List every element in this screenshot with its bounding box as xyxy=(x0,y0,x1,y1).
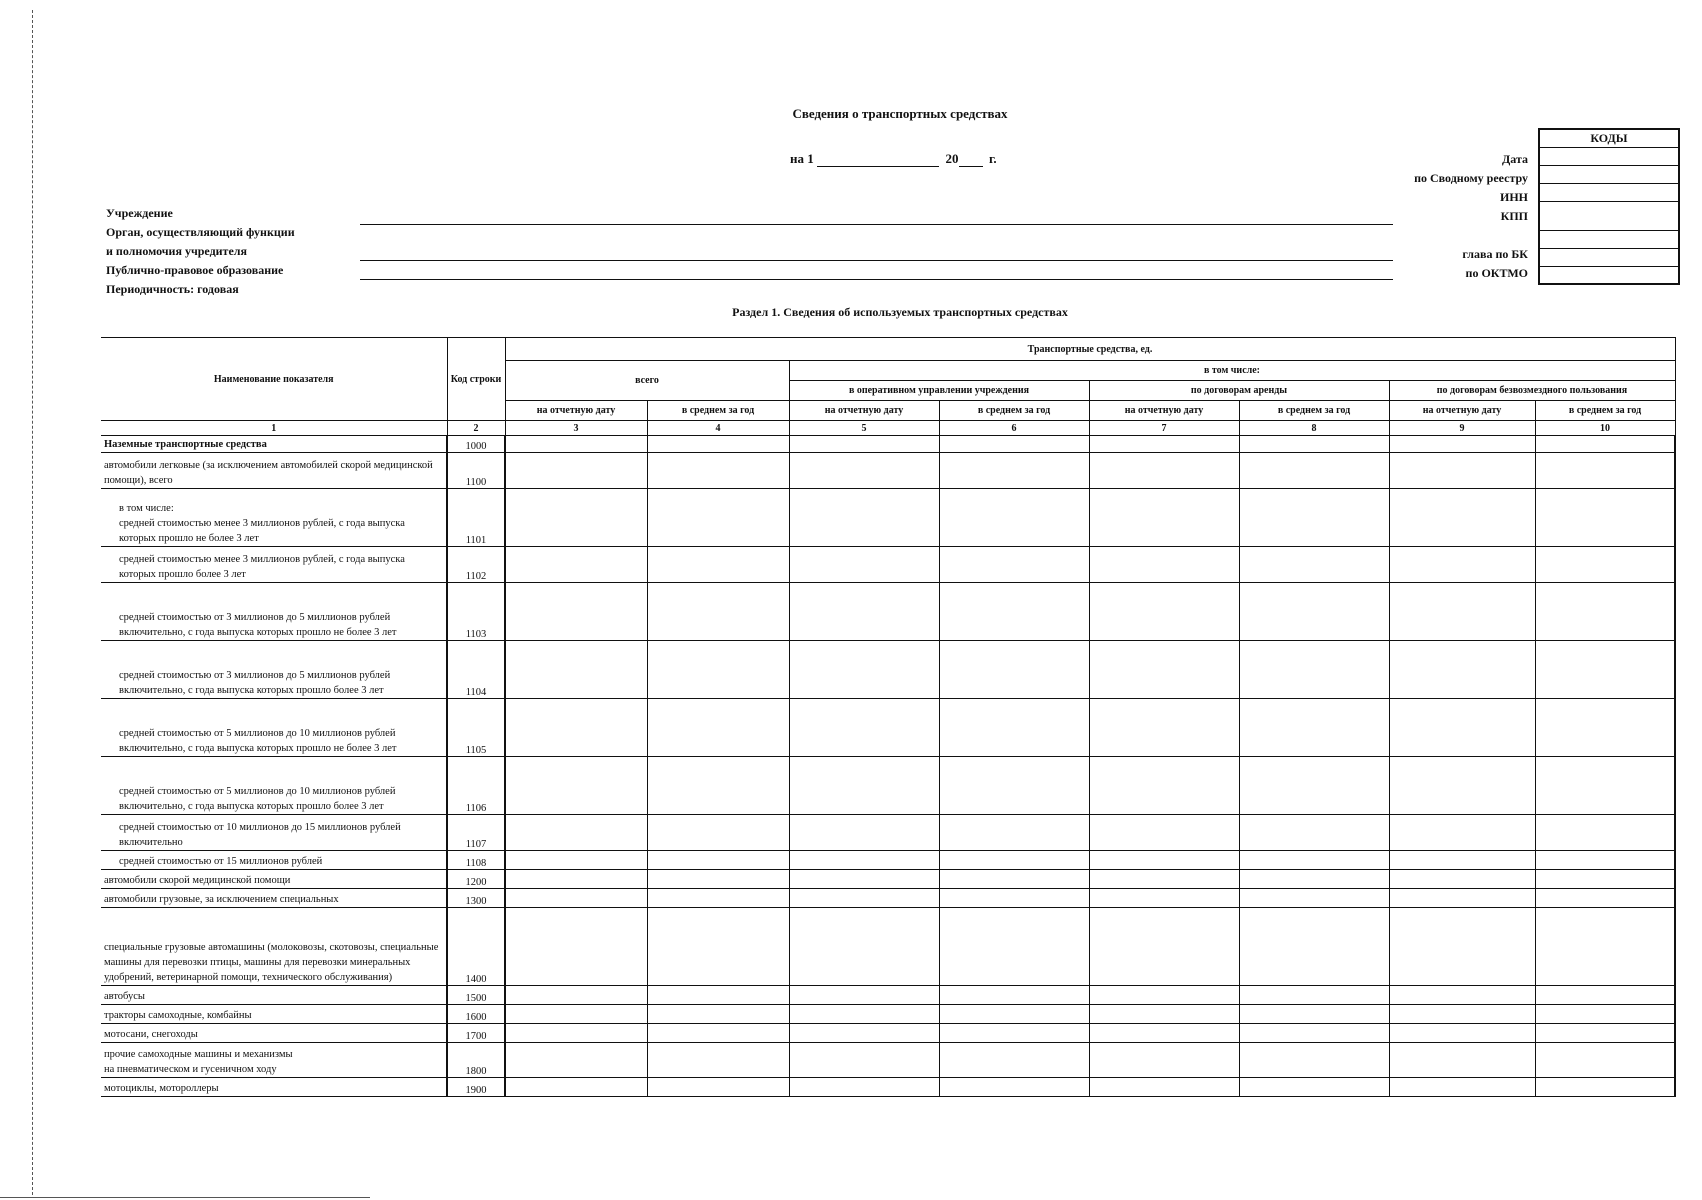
code-label: КПП xyxy=(1500,209,1528,223)
code-label: глава по БК xyxy=(1462,247,1528,261)
value-cell[interactable] xyxy=(789,870,939,889)
value-cell[interactable] xyxy=(939,986,1089,1005)
value-cell[interactable] xyxy=(505,1043,647,1078)
column-number: 10 xyxy=(1535,421,1675,436)
value-cell[interactable] xyxy=(939,757,1089,815)
value-cell[interactable] xyxy=(939,583,1089,641)
table-row xyxy=(101,870,1675,889)
value-cell[interactable] xyxy=(1535,1078,1675,1097)
value-cell[interactable] xyxy=(789,815,939,851)
value-cell[interactable] xyxy=(789,453,939,489)
row-code: 1600 xyxy=(447,1005,505,1024)
row-name: специальные грузовые автомашины (молоковозы, скотовозы, специальные машины для перевозки птицы, машины для перевозки минеральных удобрений, ветеринарной помощи, технического обслуживания) xyxy=(101,908,447,986)
row-name: Наземные транспортные средства xyxy=(101,436,447,453)
value-cell[interactable] xyxy=(789,908,939,986)
row-name: автомобили скорой медицинской помощи xyxy=(101,870,447,889)
value-cell[interactable] xyxy=(647,870,789,889)
column-number: 1 xyxy=(101,421,447,436)
value-cell[interactable] xyxy=(789,699,939,757)
value-cell[interactable] xyxy=(647,815,789,851)
value-cell[interactable] xyxy=(1239,436,1389,453)
value-cell[interactable] xyxy=(1389,757,1535,815)
value-cell[interactable] xyxy=(939,908,1089,986)
row-code: 1106 xyxy=(447,757,505,815)
value-cell[interactable] xyxy=(939,1078,1089,1097)
value-cell[interactable] xyxy=(1535,489,1675,547)
value-cell[interactable] xyxy=(939,851,1089,870)
value-cell[interactable] xyxy=(939,870,1089,889)
col-header-total: всего xyxy=(505,361,789,401)
column-number: 6 xyxy=(939,421,1089,436)
value-cell[interactable] xyxy=(1089,583,1239,641)
value-cell[interactable] xyxy=(1239,1078,1389,1097)
table-row xyxy=(101,547,1675,583)
code-field-bk[interactable] xyxy=(1540,231,1678,249)
value-cell[interactable] xyxy=(789,757,939,815)
column-number: 2 xyxy=(447,421,505,436)
row-code: 1105 xyxy=(447,699,505,757)
row-name: прочие самоходные машины и механизмы на пневматическом и гусеничном ходу xyxy=(101,1043,447,1078)
row-code: 1108 xyxy=(447,851,505,870)
value-cell[interactable] xyxy=(1389,489,1535,547)
table-row xyxy=(101,583,1675,641)
value-cell[interactable] xyxy=(505,851,647,870)
value-cell[interactable] xyxy=(939,1005,1089,1024)
code-label: по Сводному реестру xyxy=(1414,171,1528,185)
value-cell[interactable] xyxy=(1535,870,1675,889)
value-cell[interactable] xyxy=(647,889,789,908)
value-cell[interactable] xyxy=(1089,1043,1239,1078)
periodicity-label: Периодичность: годовая xyxy=(106,282,239,296)
row-name: средней стоимостью от 10 миллионов до 15 миллионов рублей включительно xyxy=(101,815,447,851)
row-code: 1800 xyxy=(447,1043,505,1078)
value-cell[interactable] xyxy=(1089,815,1239,851)
page-bottom-line xyxy=(0,1197,370,1198)
value-cell[interactable] xyxy=(1389,547,1535,583)
value-cell[interactable] xyxy=(505,1024,647,1043)
value-cell[interactable] xyxy=(939,489,1089,547)
value-cell[interactable] xyxy=(1535,851,1675,870)
column-number: 5 xyxy=(789,421,939,436)
value-cell[interactable] xyxy=(647,583,789,641)
codes-box xyxy=(1538,128,1680,285)
value-cell[interactable] xyxy=(1389,815,1535,851)
row-code: 1900 xyxy=(447,1078,505,1097)
value-cell[interactable] xyxy=(505,986,647,1005)
subheader-free-avg: в среднем за год xyxy=(1535,401,1675,421)
value-cell[interactable] xyxy=(1389,1078,1535,1097)
row-name: средней стоимостью от 15 миллионов рублей xyxy=(101,851,447,870)
row-name: мотосани, снегоходы xyxy=(101,1024,447,1043)
row-name: средней стоимостью от 3 миллионов до 5 миллионов рублей включительно, с года выпуска которых прошло не более 3 лет xyxy=(101,583,447,641)
row-name: мотоциклы, мотороллеры xyxy=(101,1078,447,1097)
value-cell[interactable] xyxy=(1239,1043,1389,1078)
value-cell[interactable] xyxy=(505,1005,647,1024)
value-cell[interactable] xyxy=(1089,908,1239,986)
value-cell[interactable] xyxy=(1389,870,1535,889)
code-label: Дата xyxy=(1502,152,1528,166)
value-cell[interactable] xyxy=(1535,641,1675,699)
column-number: 8 xyxy=(1239,421,1389,436)
value-cell[interactable] xyxy=(647,489,789,547)
value-cell[interactable] xyxy=(505,870,647,889)
value-cell[interactable] xyxy=(505,757,647,815)
value-cell[interactable] xyxy=(1389,583,1535,641)
organ-field[interactable] xyxy=(360,260,1393,261)
value-cell[interactable] xyxy=(505,489,647,547)
value-cell[interactable] xyxy=(647,1078,789,1097)
row-name: в том числе: средней стоимостью менее 3 миллионов рублей, с года выпуска которых прошло не более 3 лет xyxy=(101,489,447,547)
row-name: автобусы xyxy=(101,986,447,1005)
date-prefix: на 1 xyxy=(790,151,814,166)
value-cell[interactable] xyxy=(1239,851,1389,870)
subheader-operative-date: на отчетную дату xyxy=(789,401,939,421)
subheader-lease-date: на отчетную дату xyxy=(1089,401,1239,421)
table-row xyxy=(101,889,1675,908)
table-row xyxy=(101,1043,1675,1078)
table-row xyxy=(101,436,1675,453)
col-header-free: по договорам безвозмездного пользования xyxy=(1389,381,1675,401)
value-cell[interactable] xyxy=(1535,986,1675,1005)
value-cell[interactable] xyxy=(505,547,647,583)
value-cell[interactable] xyxy=(647,986,789,1005)
value-cell[interactable] xyxy=(1389,1024,1535,1043)
value-cell[interactable] xyxy=(1389,699,1535,757)
value-cell[interactable] xyxy=(1239,453,1389,489)
organ-label-line1: Орган, осуществляющий функции xyxy=(106,225,295,239)
value-cell[interactable] xyxy=(505,453,647,489)
value-cell[interactable] xyxy=(1239,699,1389,757)
value-cell[interactable] xyxy=(1089,1005,1239,1024)
code-field-kpp[interactable] xyxy=(1540,202,1678,231)
value-cell[interactable] xyxy=(647,851,789,870)
col-header-group-top: Транспортные средства, ед. xyxy=(505,338,1675,361)
value-cell[interactable] xyxy=(939,699,1089,757)
value-cell[interactable] xyxy=(647,1043,789,1078)
column-number-row xyxy=(101,421,1675,436)
value-cell[interactable] xyxy=(1239,908,1389,986)
value-cell[interactable] xyxy=(789,436,939,453)
col-header-lease: по договорам аренды xyxy=(1089,381,1389,401)
code-label: ИНН xyxy=(1499,190,1528,204)
value-cell[interactable] xyxy=(1089,986,1239,1005)
value-cell[interactable] xyxy=(939,641,1089,699)
value-cell[interactable] xyxy=(1089,641,1239,699)
table-row xyxy=(101,757,1675,815)
value-cell[interactable] xyxy=(1389,889,1535,908)
code-field-oktmo[interactable] xyxy=(1540,249,1678,267)
value-cell[interactable] xyxy=(1535,453,1675,489)
value-cell[interactable] xyxy=(1239,986,1389,1005)
column-number: 4 xyxy=(647,421,789,436)
table-row xyxy=(101,489,1675,547)
value-cell[interactable] xyxy=(789,851,939,870)
column-number: 7 xyxy=(1089,421,1239,436)
table-row xyxy=(101,851,1675,870)
table-row xyxy=(101,641,1675,699)
table-row xyxy=(101,453,1675,489)
value-cell[interactable] xyxy=(1089,851,1239,870)
col-header-code: Код строки xyxy=(447,338,505,421)
value-cell[interactable] xyxy=(789,1078,939,1097)
value-cell[interactable] xyxy=(505,908,647,986)
value-cell[interactable] xyxy=(1389,453,1535,489)
col-header-name: Наименование показателя xyxy=(101,338,447,421)
institution-field[interactable] xyxy=(360,224,1393,225)
column-number: 3 xyxy=(505,421,647,436)
organ-label-line2: и полномочия учредителя xyxy=(106,244,248,258)
value-cell[interactable] xyxy=(789,489,939,547)
value-cell[interactable] xyxy=(505,699,647,757)
value-cell[interactable] xyxy=(1089,547,1239,583)
row-code: 1101 xyxy=(447,489,505,547)
col-header-operative: в оперативном управлении учреждения xyxy=(789,381,1089,401)
value-cell[interactable] xyxy=(1389,1043,1535,1078)
table-row xyxy=(101,815,1675,851)
subheader-total-date: на отчетную дату xyxy=(505,401,647,421)
row-code: 1000 xyxy=(447,436,505,453)
value-cell[interactable] xyxy=(939,547,1089,583)
row-name: автомобили легковые (за исключением автомобилей скорой медицинской помощи), всего xyxy=(101,453,447,489)
codes-header: КОДЫ xyxy=(1540,130,1678,148)
institution-label: Учреждение xyxy=(106,206,173,220)
value-cell[interactable] xyxy=(939,436,1089,453)
row-name: средней стоимостью от 5 миллионов до 10 миллионов рублей включительно, с года выпуска которых прошло более 3 лет xyxy=(101,757,447,815)
value-cell[interactable] xyxy=(1089,1078,1239,1097)
value-cell[interactable] xyxy=(505,889,647,908)
table-row xyxy=(101,908,1675,986)
subheader-total-avg: в среднем за год xyxy=(647,401,789,421)
value-cell[interactable] xyxy=(1239,889,1389,908)
subheader-operative-avg: в среднем за год xyxy=(939,401,1089,421)
public-entity-label: Публично-правовое образование xyxy=(106,263,284,277)
value-cell[interactable] xyxy=(1389,986,1535,1005)
code-field-registry[interactable] xyxy=(1540,166,1678,184)
value-cell[interactable] xyxy=(647,436,789,453)
value-cell[interactable] xyxy=(789,1024,939,1043)
value-cell[interactable] xyxy=(1535,757,1675,815)
transport-table xyxy=(101,337,1676,1097)
value-cell[interactable] xyxy=(1089,436,1239,453)
row-code: 1104 xyxy=(447,641,505,699)
table-row xyxy=(101,1005,1675,1024)
table-row xyxy=(101,699,1675,757)
value-cell[interactable] xyxy=(1089,889,1239,908)
date-year-prefix: 20 xyxy=(945,151,959,166)
value-cell[interactable] xyxy=(505,815,647,851)
table-row xyxy=(101,1078,1675,1097)
value-cell[interactable] xyxy=(1089,1024,1239,1043)
date-year-field[interactable] xyxy=(959,152,983,167)
page-title: Сведения о транспортных средствах xyxy=(792,106,1008,121)
row-code: 1103 xyxy=(447,583,505,641)
value-cell[interactable] xyxy=(1389,851,1535,870)
row-code: 1100 xyxy=(447,453,505,489)
value-cell[interactable] xyxy=(939,889,1089,908)
value-cell[interactable] xyxy=(1089,870,1239,889)
value-cell[interactable] xyxy=(1389,908,1535,986)
col-header-including: в том числе: xyxy=(789,361,1675,381)
value-cell[interactable] xyxy=(647,641,789,699)
value-cell[interactable] xyxy=(647,699,789,757)
table-row xyxy=(101,986,1675,1005)
value-cell[interactable] xyxy=(1535,1024,1675,1043)
value-cell[interactable] xyxy=(1535,1005,1675,1024)
code-field-inn[interactable] xyxy=(1540,184,1678,202)
column-number: 9 xyxy=(1389,421,1535,436)
value-cell[interactable] xyxy=(789,547,939,583)
row-name: тракторы самоходные, комбайны xyxy=(101,1005,447,1024)
value-cell[interactable] xyxy=(789,641,939,699)
value-cell[interactable] xyxy=(789,889,939,908)
report-date-line xyxy=(790,151,997,167)
value-cell[interactable] xyxy=(1389,436,1535,453)
value-cell[interactable] xyxy=(647,547,789,583)
value-cell[interactable] xyxy=(505,1078,647,1097)
value-cell[interactable] xyxy=(939,453,1089,489)
value-cell[interactable] xyxy=(647,1024,789,1043)
row-code: 1107 xyxy=(447,815,505,851)
value-cell[interactable] xyxy=(1535,1043,1675,1078)
row-code: 1700 xyxy=(447,1024,505,1043)
value-cell[interactable] xyxy=(1389,641,1535,699)
value-cell[interactable] xyxy=(1535,908,1675,986)
value-cell[interactable] xyxy=(789,1043,939,1078)
value-cell[interactable] xyxy=(1089,453,1239,489)
value-cell[interactable] xyxy=(1535,889,1675,908)
value-cell[interactable] xyxy=(939,1024,1089,1043)
row-code: 1400 xyxy=(447,908,505,986)
row-code: 1300 xyxy=(447,889,505,908)
value-cell[interactable] xyxy=(1535,815,1675,851)
value-cell[interactable] xyxy=(505,436,647,453)
subheader-lease-avg: в среднем за год xyxy=(1239,401,1389,421)
value-cell[interactable] xyxy=(789,583,939,641)
code-label: по ОКТМО xyxy=(1465,266,1528,280)
value-cell[interactable] xyxy=(1089,699,1239,757)
value-cell[interactable] xyxy=(1389,1005,1535,1024)
row-name: средней стоимостью менее 3 миллионов рублей, с года выпуска которых прошло более 3 лет xyxy=(101,547,447,583)
value-cell[interactable] xyxy=(1239,641,1389,699)
value-cell[interactable] xyxy=(1239,815,1389,851)
value-cell[interactable] xyxy=(1089,489,1239,547)
value-cell[interactable] xyxy=(647,908,789,986)
code-field-date[interactable] xyxy=(1540,148,1678,166)
value-cell[interactable] xyxy=(939,1043,1089,1078)
value-cell[interactable] xyxy=(1535,547,1675,583)
table-row xyxy=(101,1024,1675,1043)
date-day-month-field[interactable] xyxy=(817,152,939,167)
page-margin-line xyxy=(32,10,33,1195)
subheader-free-date: на отчетную дату xyxy=(1389,401,1535,421)
row-name: средней стоимостью от 3 миллионов до 5 миллионов рублей включительно, с года выпуска которых прошло более 3 лет xyxy=(101,641,447,699)
value-cell[interactable] xyxy=(1239,870,1389,889)
value-cell[interactable] xyxy=(1535,436,1675,453)
date-suffix: г. xyxy=(989,151,997,166)
section-title: Раздел 1. Сведения об используемых транспортных средствах xyxy=(732,305,1068,319)
value-cell[interactable] xyxy=(1239,757,1389,815)
value-cell[interactable] xyxy=(1089,757,1239,815)
value-cell[interactable] xyxy=(1239,583,1389,641)
value-cell[interactable] xyxy=(1535,699,1675,757)
value-cell[interactable] xyxy=(647,453,789,489)
value-cell[interactable] xyxy=(789,1005,939,1024)
row-name: средней стоимостью от 5 миллионов до 10 миллионов рублей включительно, с года выпуска которых прошло не более 3 лет xyxy=(101,699,447,757)
value-cell[interactable] xyxy=(647,1005,789,1024)
code-field-extra[interactable] xyxy=(1540,267,1678,283)
row-code: 1102 xyxy=(447,547,505,583)
value-cell[interactable] xyxy=(1239,1024,1389,1043)
value-cell[interactable] xyxy=(1239,547,1389,583)
value-cell[interactable] xyxy=(647,757,789,815)
row-code: 1500 xyxy=(447,986,505,1005)
value-cell[interactable] xyxy=(1535,583,1675,641)
value-cell[interactable] xyxy=(505,641,647,699)
public-entity-field[interactable] xyxy=(360,279,1393,280)
value-cell[interactable] xyxy=(789,986,939,1005)
row-code: 1200 xyxy=(447,870,505,889)
row-name: автомобили грузовые, за исключением специальных xyxy=(101,889,447,908)
value-cell[interactable] xyxy=(939,815,1089,851)
value-cell[interactable] xyxy=(505,583,647,641)
value-cell[interactable] xyxy=(1239,489,1389,547)
value-cell[interactable] xyxy=(1239,1005,1389,1024)
